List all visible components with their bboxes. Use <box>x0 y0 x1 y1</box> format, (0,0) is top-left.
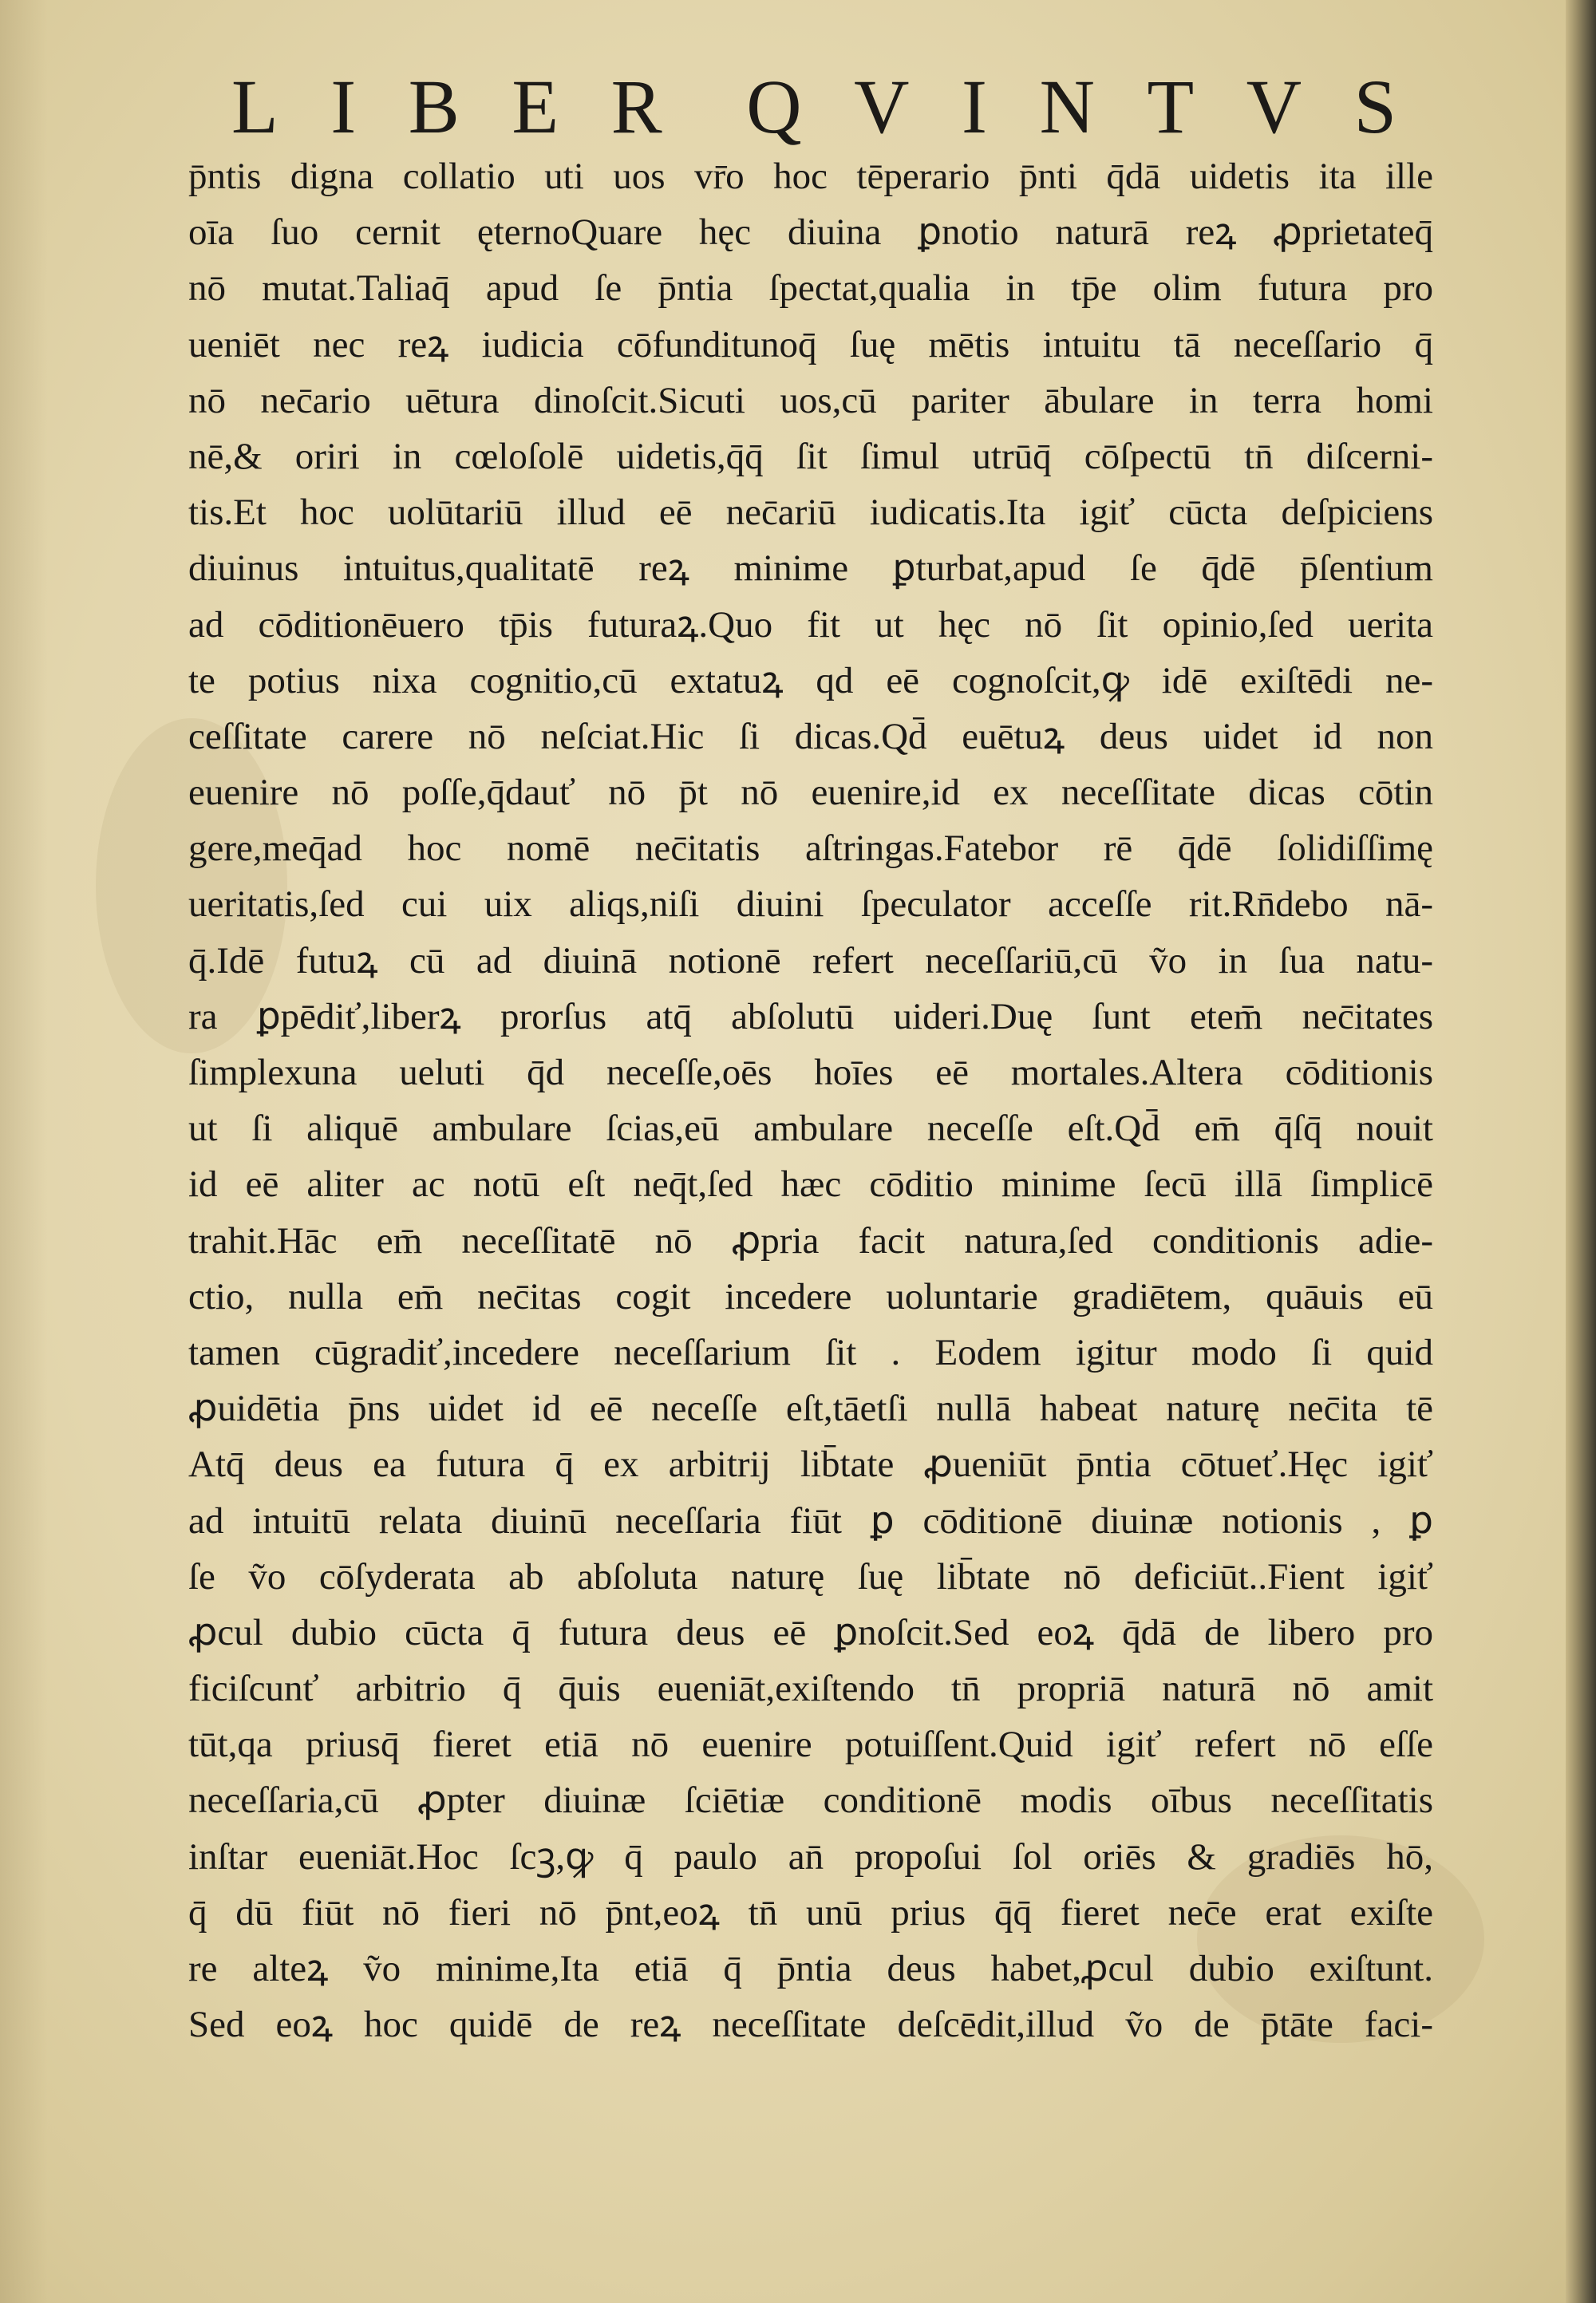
page-edge-shadow <box>0 0 48 2303</box>
text-line: ſe ṽo cōſyderata ab abſoluta naturę ſuę lib̄tate nō deficiūt..Fient igiť <box>188 1555 1433 1598</box>
text-line: ſimplexuna ueluti q̄d neceſſe,oēs hoīes eē mortales.Altera cōditionis <box>188 1052 1433 1093</box>
text-line: inſtar eueniāt.Hoc ſcꝫ,ꝙ q̄ paulo an̄ propoſui ſol oriēs & gradiēs hō, <box>188 1835 1433 1878</box>
text-line: nō mutat.Taliaq̄ apud ſe p̄ntia ſpectat,qualia in tp̄e olim futura pro <box>188 267 1433 310</box>
header-letter: V <box>1246 63 1302 149</box>
text-line: trahit.Hāc em̄ neceſſitatē nō ꝓpria facit natura,ſed conditionis adie- <box>188 1219 1433 1262</box>
binding-gutter <box>1566 0 1596 2303</box>
header-letter: L <box>231 63 279 149</box>
text-line: diuinus intuitus,qualitatē reꝝ minime ꝑturbat,apud ſe q̄dē p̄ſentium <box>188 547 1433 590</box>
text-line: nō nec̄ario uētura dinoſcit.Sicuti uos,cū pariter ābulare in terra homi <box>188 379 1433 421</box>
text-line: ꝓcul dubio cūcta q̄ futura deus eē ꝑnoſcit.Sed eoꝝ q̄dā de libero pro <box>188 1611 1433 1653</box>
header-letter: Q <box>746 63 802 149</box>
text-line: gere,meq̄ad hoc nomē nec̄itatis aſtringas.Fatebor rē q̄dē ſolidiſſimę <box>188 828 1433 870</box>
text-line: nē,& oriri in cœloſolē uidetis,q̄q̄ ſit ſimul utrūq̄ cōſpectū tn̄ diſcerni- <box>188 435 1433 477</box>
header-letter: R <box>610 63 662 149</box>
text-line: ueritatis,ſed cui uix aliqs,niſi diuini ſpeculator acceſſe rit.Rn̄debo nā- <box>188 883 1433 926</box>
text-line: Sed eoꝝ hoc quidē de reꝝ neceſſitate deſcēdit,illud ṽo de p̄tāte faci- <box>188 2004 1433 2046</box>
text-line: te potius nixa cognitio,cū extatuꝝ qd eē cognoſcit,ꝙ idē exiſtēdi ne- <box>188 659 1433 701</box>
text-line: neceſſaria,cū ꝓpter diuinæ ſciētiæ conditionē modis oībus neceſſitatis <box>188 1780 1433 1822</box>
text-line: ad cōditionēuero tp̄is futuraꝝ.Quo fit ut hęc nō ſit opinio,ſed uerita <box>188 603 1433 646</box>
header-letter: B <box>408 63 460 149</box>
header-letter: N <box>1039 63 1095 149</box>
text-line: ꝓuidētia p̄ns uidet id eē neceſſe eſt,tāetſi nullā habeat naturę nec̄ita tē <box>188 1388 1433 1430</box>
header-letter: S <box>1353 63 1396 149</box>
text-line: p̄ntis digna collatio uti uos vr̄o hoc tēperario p̄nti q̄dā uidetis ita ille <box>188 156 1433 197</box>
text-line: re alteꝝ ṽo minime,Ita etiā q̄ p̄ntia deus habet,ꝓcul dubio exiſtunt. <box>188 1948 1433 1989</box>
header-letter: T <box>1147 63 1195 149</box>
text-line: id eē aliter ac notū eſt neq̄t,ſed hæc cōditio minime ſecū illā ſimplicē <box>188 1163 1433 1206</box>
text-line: ficiſcunť arbitrio q̄ q̄uis eueniāt,exiſtendo tn̄ propriā naturā nō amit <box>188 1668 1433 1710</box>
text-line: q̄ dū fiūt nō fieri nō p̄nt,eoꝝ tn̄ unū prius q̄q̄ fieret nec̄e erat exiſte <box>188 1891 1433 1934</box>
text-line: ctio, nulla em̄ nec̄itas cogit incedere uoluntarie gradiētem, quāuis eū <box>188 1275 1433 1317</box>
header-letter: I <box>962 63 987 149</box>
text-line: ueniēt nec reꝝ iudicia cōfunditunoq̄ ſuę mētis intuitu tā neceſſario q̄ <box>188 323 1433 365</box>
running-header <box>231 62 1396 150</box>
text-line: tis.Et hoc uolūtariū illud eē nec̄ariū iudicatis.Ita igiť cūcta deſpiciens <box>188 492 1433 534</box>
text-line: tamen cūgradiť,incedere neceſſarium ſit . Eodem igitur modo ſi quid <box>188 1331 1433 1373</box>
body-text <box>188 148 1433 2052</box>
header-letter: E <box>512 63 559 149</box>
text-line: ra ꝑpēdiť,liberꝝ prorſus atq̄ abſolutū uideri.Duę ſunt etem̄ nec̄itates <box>188 995 1433 1037</box>
text-line: q̄.Idē futuꝝ cū ad diuinā notionē refert neceſſariū,cū ṽo in ſua natu- <box>188 939 1433 982</box>
text-line: ut ſi aliquē ambulare ſcias,eū ambulare neceſſe eſt.Qd̄ em̄ q̄ſq̄ nouit <box>188 1108 1433 1150</box>
header-letter: I <box>330 63 357 149</box>
header-letter: V <box>854 63 910 149</box>
text-line: ad intuitū relata diuinū neceſſaria fiūt ꝑ cōditionē diuinæ notionis , ꝑ <box>188 1499 1433 1542</box>
text-line: euenire nō poſſe,q̄dauť nō p̄t nō euenire,id ex neceſſitate dicas cōtin <box>188 772 1433 814</box>
text-line: oīa ſuo cernit ęternoQuare hęc diuina ꝑnotio naturā reꝝ ꝓprietateq̄ <box>188 211 1433 254</box>
text-line: Atq̄ deus ea futura q̄ ex arbitrij lib̄tate ꝓueniūt p̄ntia cōtueť.Hęc igiť <box>188 1444 1433 1486</box>
text-line: ceſſitate carere nō neſciat.Hic ſi dicas.Qd̄ euētuꝝ deus uidet id non <box>188 715 1433 757</box>
text-line: tūt,qa priusq̄ fieret etiā nō euenire potuiſſent.Quid igiť refert nō eſſe <box>188 1724 1433 1766</box>
